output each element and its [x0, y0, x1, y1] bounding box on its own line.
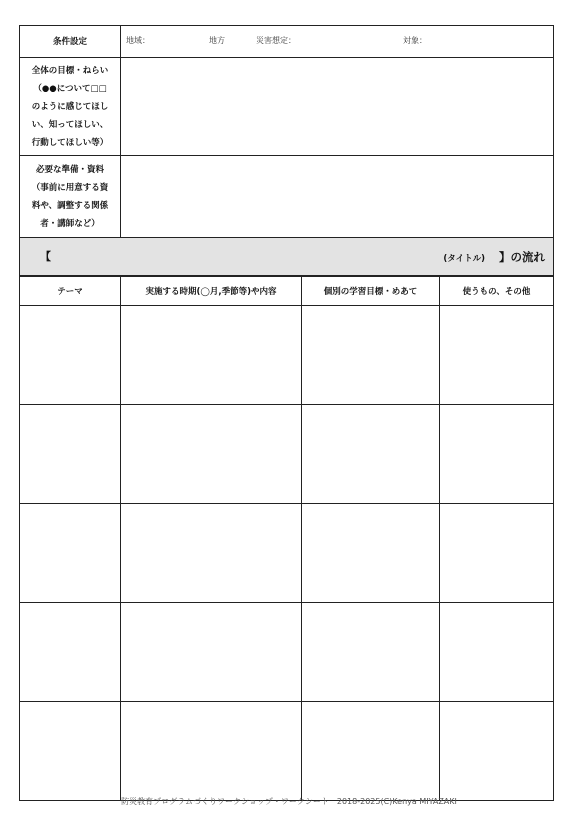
flow-title-bar[interactable] — [20, 238, 554, 276]
conditions-label: 条件設定 — [20, 26, 121, 58]
table-cell[interactable] — [302, 504, 440, 603]
footer-copyright: 防災教育プログラムづくりワークショップ・ワークシート 2018-2025(C)Kenya MIYAZAKI — [121, 797, 457, 806]
goals-label — [20, 58, 121, 156]
table-cell[interactable] — [121, 504, 302, 603]
disaster-field: 災害想定： — [256, 36, 296, 45]
table-row — [20, 504, 554, 603]
table-cell[interactable] — [302, 405, 440, 504]
area-field: 地方 — [209, 36, 225, 45]
table-cell[interactable] — [121, 603, 302, 702]
flow-table — [19, 276, 554, 801]
table-row — [20, 405, 554, 504]
goals-label-line: 行動してほしい等） — [31, 137, 109, 148]
column-header: テーマ — [20, 277, 121, 306]
flow-title-row — [20, 238, 554, 276]
prep-input-cell[interactable] — [121, 156, 554, 238]
prep-label-line: 者・講師など） — [40, 218, 100, 229]
table-cell[interactable] — [440, 603, 554, 702]
table-cell[interactable] — [121, 306, 302, 405]
goals-label-line: い、知ってほしい、 — [31, 119, 109, 130]
title-suffix: 】の流れ — [499, 250, 545, 264]
table-row — [20, 603, 554, 702]
region-field: 地域： — [126, 36, 150, 45]
table-cell[interactable] — [121, 405, 302, 504]
table-cell[interactable] — [20, 306, 121, 405]
table-cell[interactable] — [20, 405, 121, 504]
table-cell[interactable] — [440, 702, 554, 801]
table-row — [20, 702, 554, 801]
prep-label-line: 必要な準備・資料 — [35, 164, 104, 175]
table-cell[interactable] — [302, 306, 440, 405]
table-cell[interactable] — [440, 306, 554, 405]
goals-input-cell[interactable] — [121, 58, 554, 156]
table-cell[interactable] — [20, 702, 121, 801]
column-header: 使うもの、その他 — [440, 277, 554, 306]
table-cell[interactable] — [20, 603, 121, 702]
prep-label — [20, 156, 121, 238]
goals-row — [20, 58, 554, 156]
column-header: 実施する時期(◯月,季節等)や内容 — [121, 277, 302, 306]
column-header: 個別の学習目標・めあて — [302, 277, 440, 306]
target-field: 対象： — [403, 36, 427, 45]
prep-label-line: 料や、調整する関係 — [31, 200, 109, 211]
conditions-row — [20, 26, 554, 58]
table-cell[interactable] — [440, 405, 554, 504]
flow-header-row — [20, 277, 554, 306]
table-cell[interactable] — [302, 603, 440, 702]
conditions-fields[interactable] — [121, 26, 554, 58]
table-row — [20, 306, 554, 405]
title-open-bracket: 【 — [40, 250, 51, 263]
table-cell[interactable] — [302, 702, 440, 801]
goals-label-line: のように感じてほし — [31, 101, 109, 112]
settings-table — [19, 25, 554, 276]
prep-label-line: （事前に用意する資 — [31, 182, 109, 193]
worksheet — [19, 25, 554, 801]
title-placeholder: (タイトル) — [443, 254, 485, 264]
table-cell[interactable] — [440, 504, 554, 603]
prep-row — [20, 156, 554, 238]
goals-label-line: 全体の目標・ねらい — [31, 65, 109, 76]
table-cell[interactable] — [121, 702, 302, 801]
table-cell[interactable] — [20, 504, 121, 603]
goals-label-line: （●●について□□ — [33, 83, 107, 94]
